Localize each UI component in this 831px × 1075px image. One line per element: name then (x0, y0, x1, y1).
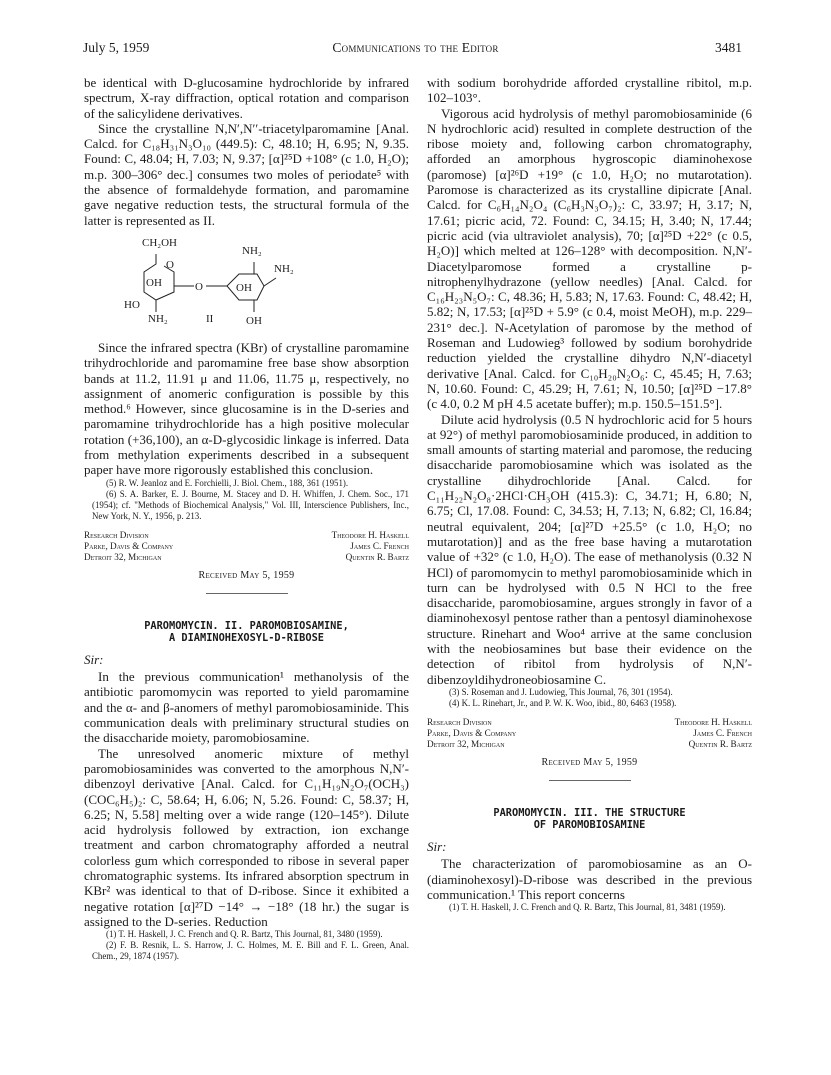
label-ch2oh: CH₂OH (142, 236, 178, 249)
paragraph: The unresolved anomeric mixture of methyl paromobiosaminides was converted to the amorphous N,N′-dibenzoyl derivative [Anal. Calcd. for C₁₁H₁₉N₂O₇(OCH₃)(COC₆H₅)₂: C, 58.64; H, 6.06; N, 5.26. Found: C, 58.37; H, 6.25; N, 5.58] melting over a wide range (120–145°). Dilute acid hydrolysis followed by extraction, ion exchange treatment and carbon chromatography afforded a neutral colorless gum which corresponded to ribose in several paper chromatographic systems. Its infrared absorption spectrum in KBr² was identical to that of D-ribose. Since it exhibited a negative rotation [α]²⁷D −14° → −18° (18 hr.) the sugar is assigned to the D-series. Reduction (84, 745, 409, 929)
paragraph: be identical with D-glucosamine hydrochloride by infrared spectrum, X-ray diffraction, optical rotation and comparison of the salicylidene derivatives. (84, 75, 409, 121)
label-nh2-top: NH₂ (242, 244, 262, 257)
label-oh-bottom: OH (246, 314, 262, 327)
affiliation-line: Detroit 32, Michigan (84, 552, 162, 563)
author-name: Quentin R. Bartz (345, 552, 409, 563)
paragraph: The characterization of paromobiosamine as an O-(diaminohexosyl)-D-ribose was described in the previous communication.¹ This report concerns (427, 856, 752, 902)
left-column (84, 75, 409, 962)
footnote: (6) S. A. Barker, E. J. Bourne, M. Stacey and D. H. Whiffen, J. Chem. Soc., 171 (1954); cf. "Methods of Biochemical Analysis," Vol. III, Interscience Publishers, Inc., New York, N. Y., 1956, p. 213. (92, 488, 409, 521)
article-title-line: A DIAMINOHEXOSYL-D-RIBOSE (169, 631, 324, 644)
salutation: Sir: (84, 651, 104, 667)
received-date: Received May 5, 1959 (198, 569, 295, 581)
footnote: (1) T. H. Haskell, J. C. French and Q. R. Bartz, This Journal, 81, 3481 (1959). (449, 902, 726, 913)
author-name: Theodore H. Haskell (674, 716, 752, 727)
structural-formula-ii (84, 234, 409, 332)
affiliation (427, 717, 516, 751)
page-number: 3481 (715, 40, 742, 55)
author-name: Quentin R. Bartz (688, 739, 752, 750)
label-ho: HO (124, 298, 140, 311)
received-date: Received May 5, 1959 (541, 756, 638, 768)
section-divider (206, 593, 288, 594)
footnote: (2) F. B. Resnik, L. S. Harrow, J. C. Holmes, M. E. Bill and F. L. Green, Anal. Chem., 29, 1874 (1957). (92, 940, 409, 962)
affiliation-line: Parke, Davis & Company (427, 728, 517, 739)
author-name: James C. French (693, 728, 752, 739)
affiliation-line: Research Division (427, 716, 492, 727)
author-signature (427, 717, 752, 751)
affiliation-line: Detroit 32, Michigan (427, 739, 505, 750)
author-name: James C. French (350, 540, 409, 551)
article-title (427, 807, 752, 831)
running-header-date: July 5, 1959 (83, 40, 150, 55)
footnote: (4) K. L. Rinehart, Jr., and P. W. K. Woo, ibid., 80, 6463 (1958). (449, 697, 677, 708)
author-signature (84, 530, 409, 564)
label-oh-left-ring: OH (146, 276, 162, 289)
authors (332, 530, 409, 564)
label-oh-right-ring: OH (236, 281, 252, 294)
paragraph: In the previous communication¹ methanolysis of the antibiotic paromomycin was reported to yield paromamine and the α- and β-anomers of methyl paromobiosaminide. This communication deals with preliminary structural studies on the disaccharide moiety, paromobiosamine. (84, 669, 409, 746)
running-header-journal: Communications to the Editor (332, 40, 499, 55)
article-title-line: OF PAROMOBIOSAMINE (533, 819, 646, 832)
affiliation-line: Parke, Davis & Company (84, 540, 174, 551)
author-name: Theodore H. Haskell (331, 529, 409, 540)
paragraph: with sodium borohydride afforded crystalline ribitol, m.p. 102–103°. (427, 75, 752, 106)
footnote: (5) R. W. Jeanloz and E. Forchielli, J. Biol. Chem., 188, 361 (1951). (106, 477, 349, 488)
label-nh2-bottom: NH₂ (148, 312, 168, 325)
salutation: Sir: (427, 839, 447, 855)
article-title-line: PAROMOMYCIN. III. THE STRUCTURE (493, 807, 686, 820)
paragraph: Since the crystalline N,N′,N′′-triacetylparomamine [Anal. Calcd. for C₁₈H₃₁N₃O₁₀ (449.5): C, 48.10; H, 6.95; N, 9.35. Found: C, 48.04; H, 7.03; N, 9.37; [α]²⁵D +108° (c 1.0, H₂O); m.p. 300–306° dec.] consumes two moles of periodate⁵ with the absence of formaldehyde formation, and paromamine gave negative reduction tests, the structural formula of the latter is represented as II. (84, 120, 409, 228)
article-title-line: PAROMOMYCIN. II. PAROMOBIOSAMINE, (144, 619, 349, 632)
paragraph: Vigorous acid hydrolysis of methyl paromobiosaminide (6 N hydrochloric acid) resulted in complete destruction of the ribose moiety and, following carbon chromatography, afforded an amorphous hygroscopic diaminohexose (paromose) [α]²⁶D +19° (c 1.0, H₂O; no mutarotation). Paromose is characterized as its crystalline dipicrate [Anal. Calcd. for C₆H₁₄N₂O₄ (C₆H₃N₃O₇)₂: C, 33.97; H, 3.17; N, 17.61; picric acid, 72. Found: C, 34.15; H, 3.40; N, 17.44; picric acid (via ultraviolet analysis), 70; [α]²⁵D +22° (c 0.5, H₂O)] which melted at 126–128° with decomposition. N,N′-Diacetylparomose formed a crystalline p-nitrophenylhydrazone (yellow needles) [Anal. Calcd. for C₁₆H₂₃N₅O₇: C, 48.36; H, 5.83; N, 17.63. Found: C, 48.42; H, 5.82; N, 17.53; [α]²⁵D + 5.9° (c 0.4, moist MeOH), m.p. 229–231° dec.]. N-Acetylation of paromose by the method of Roseman and Ludowieg³ followed by sodium borohydride reduction yielded the crystalline dihydro N,N′-diacetyl derivative [Anal. Calcd. for C₁₀H₂₀N₂O₆: C, 45.45; H, 7.63; N, 10.60. Found: C, 45.29; H, 7.61; N, 10.50; [α]²⁵D −17.8° (c 4.0, 0.2 M pH 4.5 acetate buffer); m.p. 150.5–151.5°]. (427, 105, 752, 412)
paragraph: Dilute acid hydrolysis (0.5 N hydrochloric acid for 5 hours at 92°) of methyl paromobiosaminide produced, in addition to small amounts of starting material and paromose, the reducing disaccharide paromobiosamine which was isolated as the crystalline dihydrochloride [Anal. Calcd. for C₁₁H₂₂N₂O₈·2HCl·CH₃OH (415.3): C, 34.71; H, 6.80; N, 6.75; Cl, 17.08. Found: C, 34.53; H, 7.13; N, 6.82; Cl, 16.84; neutral equivalent, 204; [α]²⁷D +25.5° (c 1.0, H₂O; no mutarotation)] and as the free base having a mutarotation value of +32° (c 1.0, H₂O). The ease of methanolysis (0.32 N HCl) of paromomycin to methyl paromobiosaminide which in turn can be hydrolysed with 0.5 N HCl to the free disaccharide, paromobiosamine, argues strongly in favor of a diaminohexosyl pentose rather than a pentosyl diaminohexose structure. Rinehart and Woo⁴ arrive at the same conclusion with the neobiosamines but base their evidence on the detection of ribitol from hydrolysis of N,N′-dibenzoyldihydroneobiosamine C. (427, 411, 752, 687)
label-ring-o: O (166, 258, 174, 271)
footnote: (1) T. H. Haskell, J. C. French and Q. R. Bartz, This Journal, 81, 3480 (1959). (106, 929, 383, 940)
right-column (427, 75, 752, 913)
section-divider (549, 780, 631, 781)
article-title (84, 620, 409, 644)
affiliation (84, 530, 173, 564)
label-nh2-right: NH₂ (274, 262, 294, 275)
label-formula-ii: II (206, 312, 214, 325)
footnote: (3) S. Roseman and J. Ludowieg, This Journal, 76, 301 (1954). (449, 686, 673, 697)
paragraph: Since the infrared spectra (KBr) of crystalline paromamine trihydrochloride and paromamine free base show absorption bands at 11.2, 11.91 μ and 11.06, 11.75 μ, respectively, no assignment of anomeric configuration is possible by this method.⁶ However, since glucosamine is in the D-series and paromamine trihydrochloride has a high positive molecular rotation (+36,100), an α-D-glycosidic linkage is inferred. Data from methylation experiments described in a subsequent paper have more rigorously established this conclusion. (84, 339, 409, 478)
label-bridge-o: O (195, 280, 203, 293)
affiliation-line: Research Division (84, 529, 149, 540)
structure-drawing (84, 234, 409, 332)
authors (675, 717, 752, 751)
